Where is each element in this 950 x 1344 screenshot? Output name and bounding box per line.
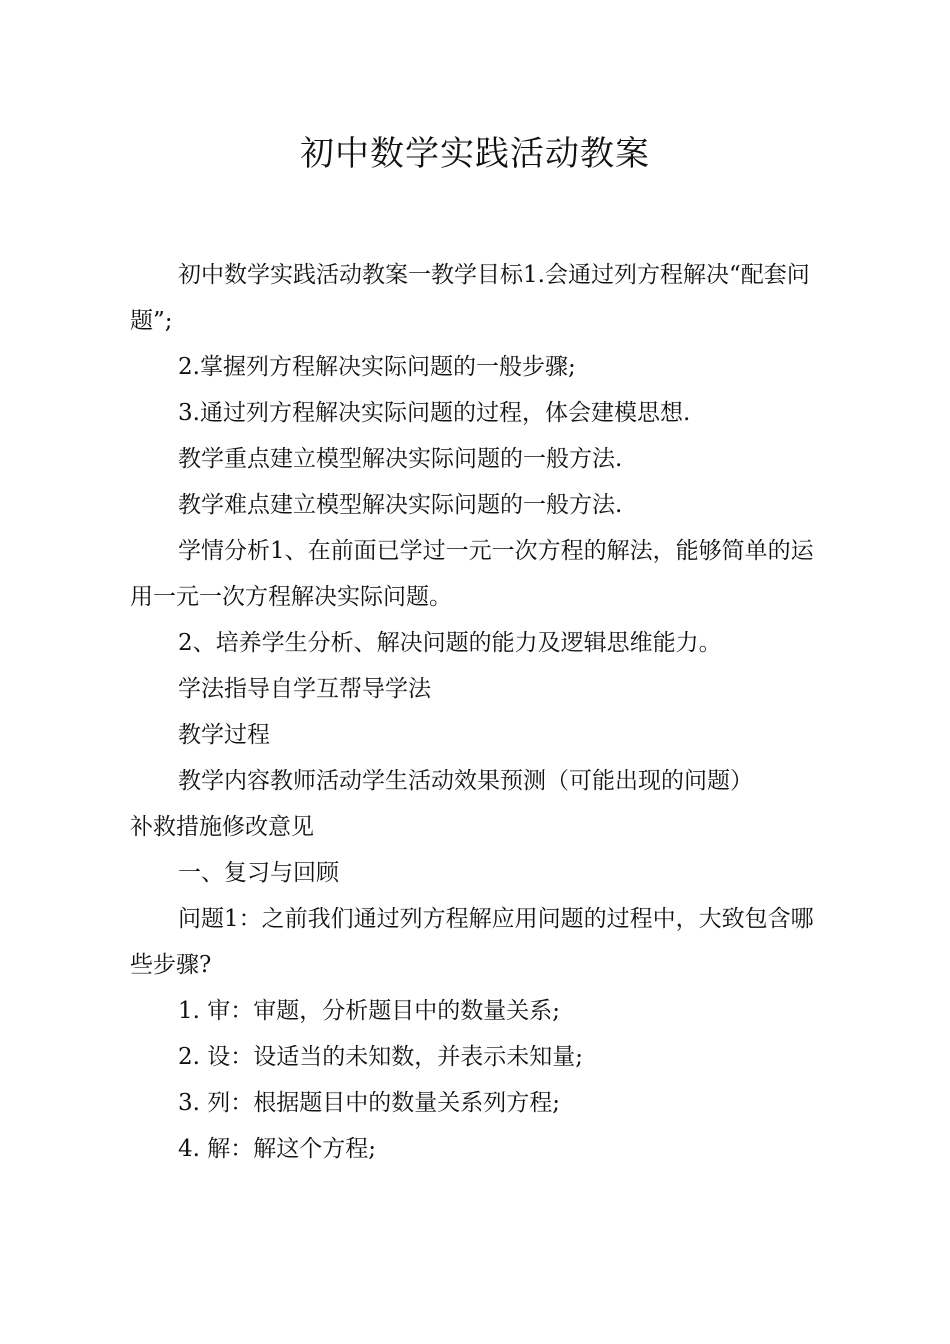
paragraph-objective-3: 3.通过列方程解决实际问题的过程，体会建模思想.	[178, 400, 691, 426]
document-title: 初中数学实践活动教案	[300, 134, 650, 174]
paragraph-objectives: 初中数学实践活动教案一教学目标1.会通过列方程解决“配套问题”;	[130, 262, 810, 334]
paragraph-analysis-1: 学情分析1、在前面已学过一元一次方程的解法，能够简单的运用一元一次方程解决实际问题。	[130, 538, 814, 610]
paragraph-step-2: 2. 设：设适当的未知数，并表示未知量;	[178, 1044, 584, 1070]
paragraph-process: 教学过程	[178, 722, 270, 748]
paragraph-step-4: 4. 解：解这个方程;	[178, 1136, 377, 1162]
paragraph-difficulty: 教学难点建立模型解决实际问题的一般方法.	[178, 492, 623, 518]
paragraph-content-header: 教学内容教师活动学生活动效果预测（可能出现的问题）	[178, 768, 753, 794]
paragraph-method: 学法指导自学互帮导学法	[178, 676, 431, 702]
paragraph-section-review: 一、复习与回顾	[178, 860, 339, 886]
paragraph-objective-2: 2.掌握列方程解决实际问题的一般步骤;	[178, 354, 576, 380]
paragraph-step-1: 1. 审：审题，分析题目中的数量关系;	[178, 998, 561, 1024]
paragraph-analysis-2: 2、培养学生分析、解决问题的能力及逻辑思维能力。	[178, 630, 722, 656]
paragraph-key-point: 教学重点建立模型解决实际问题的一般方法.	[178, 446, 623, 472]
paragraph-step-3: 3. 列：根据题目中的数量关系列方程;	[178, 1090, 561, 1116]
paragraph-question-1: 问题1：之前我们通过列方程解应用问题的过程中，大致包含哪些步骤?	[130, 906, 814, 978]
document-body	[130, 252, 830, 1172]
paragraph-remedy: 补救措施修改意见	[130, 814, 314, 840]
